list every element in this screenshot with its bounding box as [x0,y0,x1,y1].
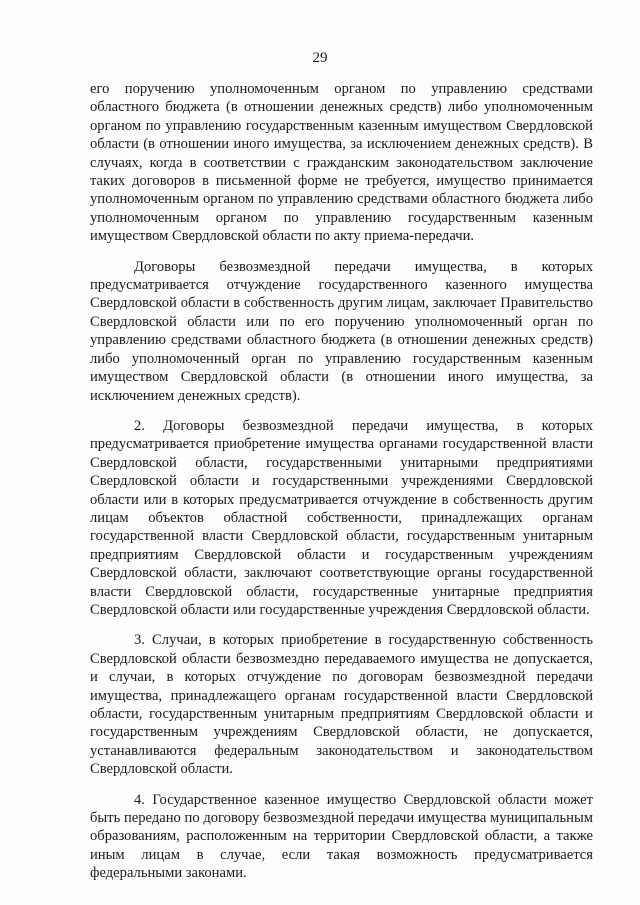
document-body [90,80,593,895]
paragraph-contracts-alienation: Договоры безвозмездной передачи имущества, в которых предусматривается отчуждение государственного казенного имущества Свердловской области в собственность другим лицам, заключает Правительство Свердловской области или по его поручению уполномоченный орган по управлению средствами областного бюджета (в отношении денежных средств) либо уполномоченный орган по управлению государственным казенным имуществом Свердловской области (в отношении иного имущества, за исключением денежных средств). [90,258,593,404]
paragraph-clause-3: 3. Случаи, в которых приобретение в государственную собственность Свердловской области безвозмездно передаваемого имущества не допускается, и случаи, в которых отчуждение по договорам безвозмездной передачи имущества, принадлежащего органам государственной власти Свердловской области, государственным унитарным предприятиям Свердловской области и государственным учреждениям Свердловской области, не допускается, устанавливаются федеральным законодательством и законодательством Свердловской области. [90,632,593,778]
paragraph-clause-2: 2. Договоры безвозмездной передачи имущества, в которых предусматривается приобретение имущества органами государственной власти Свердловской области, государственными унитарными предприятиями Свердловской области и государственными учреждениями Свердловской области или в которых предусматривается отчуждение в собственность другим лицам объектов областной собственности, принадлежащих органам государственной власти Свердловской области, государственным унитарным предприятиям Свердловской области и государственным учреждениям Свердловской области, заключают соответствующие органы государственной власти Свердловской области, государственные унитарные предприятия Свердловской области или государственные учреждения Свердловской области. [90,417,593,618]
page-number: 29 [312,50,328,66]
paragraph-continuation: его поручению уполномоченным органом по управлению средствами областного бюджета (в отношении денежных средств) либо уполномоченным органом по управлению государственным казенным имуществом Свердловской области (в отношении иного имущества, за исключением денежных средств). В случаях, когда в соответствии с гражданским законодательством заключение таких договоров в письменной форме не требуется, имущество принимается уполномоченным органом по управлению средствами областного бюджета либо уполномоченным органом по управлению государственным казенным имуществом Свердловской области по акту приема-передачи. [90,81,593,245]
paragraph-clause-4: 4. Государственное казенное имущество Свердловской области может быть передано по договору безвозмездной передачи имущества муниципальным образованиям, расположенным на территории Свердловской области, а также иным лицам в случае, если такая возможность предусматривается федеральными законами. [90,791,593,882]
